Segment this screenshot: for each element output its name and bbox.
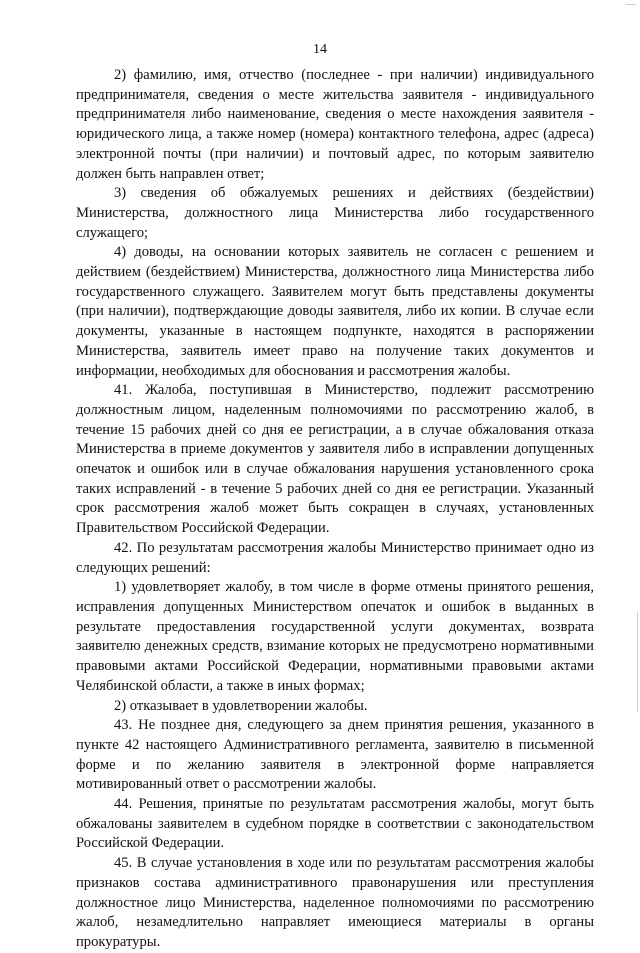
paragraph-item-2: 2) фамилию, имя, отчество (последнее - при наличии) индивидуального предпринимателя, сведения о месте жительства заявителя - индивидуального предпринимателя либо наименование, сведения о месте нахождения заявителя - юридического лица, а также номер (номера) контактного телефона, адрес (адреса) электронной почты (при наличии) и почтовый адрес, по которым заявителю должен быть направлен ответ; bbox=[76, 67, 594, 182]
scan-edge-mark bbox=[637, 612, 638, 712]
paragraph-clause-44: 44. Решения, принятые по результатам рассмотрения жалобы, могут быть обжалованы заявителем в судебном порядке в соответствии с законодательством Российской Федерации. bbox=[76, 796, 594, 852]
paragraph-item-3: 3) сведения об обжалуемых решениях и действиях (бездействии) Министерства, должностного лица Министерства либо государственного служащего; bbox=[76, 185, 594, 241]
paragraph-clause-45: 45. В случае установления в ходе или по результатам рассмотрения жалобы признаков состава административного правонарушения или преступления должностное лицо Министерства, наделенное полномочиями по рассмотрению жалоб, незамедлительно направляет имеющиеся материалы в органы прокуратуры. bbox=[76, 855, 594, 950]
paragraph-decision-2: 2) отказывает в удовлетворении жалобы. bbox=[114, 697, 368, 714]
paragraph-clause-41: 41. Жалоба, поступившая в Министерство, подлежит рассмотрению должностным лицом, наделенным полномочиями по рассмотрению жалоб, в течение 15 рабочих дней со дня ее регистрации, а в случае обжалования отказа Министерства в приеме документов у заявителя либо в исправлении допущенных опечаток и ошибок или в случае обжалования нарушения установленного срока таких исправлений - в течение 5 рабочих дней со дня ее регистрации. Указанный срок рассмотрения жалоб может быть сокращен в случаях, установленных Правительством Российской Федерации. bbox=[76, 382, 594, 537]
paragraph-clause-42: 42. По результатам рассмотрения жалобы Министерство принимает одно из следующих решений: bbox=[76, 539, 594, 576]
page-number: 14 bbox=[313, 42, 327, 57]
paragraph-clause-43: 43. Не позднее дня, следующего за днем принятия решения, указанного в пункте 42 настоящего Административного регламента, заявителю в письменной форме и по желанию заявителя в электронной форме направляется мотивированный ответ о рассмотрении жалобы. bbox=[76, 717, 594, 793]
paragraph-decision-1: 1) удовлетворяет жалобу, в том числе в форме отмены принятого решения, исправления допущенных Министерством опечаток и ошибок в выданных в результате предоставления государственной услуги документах, возврата заявителю денежных средств, взимание которых не предусмотрено нормативными правовыми актами Российской Федерации, нормативными правовыми актами Челябинской области, а также в иных формах; bbox=[76, 579, 594, 694]
scan-corner-mark bbox=[626, 4, 636, 5]
document-body bbox=[76, 66, 594, 953]
paragraph-item-4: 4) доводы, на основании которых заявитель не согласен с решением и действием (бездействием) Министерства, должностного лица Министерства либо государственного служащего. Заявителем могут быть представлены документы (при наличии), подтверждающие доводы заявителя, либо их копии. В случае если документы, указанные в настоящем подпункте, находятся в распоряжении Министерства, заявитель имеет право на получение таких документов и информации, необходимых для обоснования и рассмотрения жалобы. bbox=[76, 244, 594, 379]
